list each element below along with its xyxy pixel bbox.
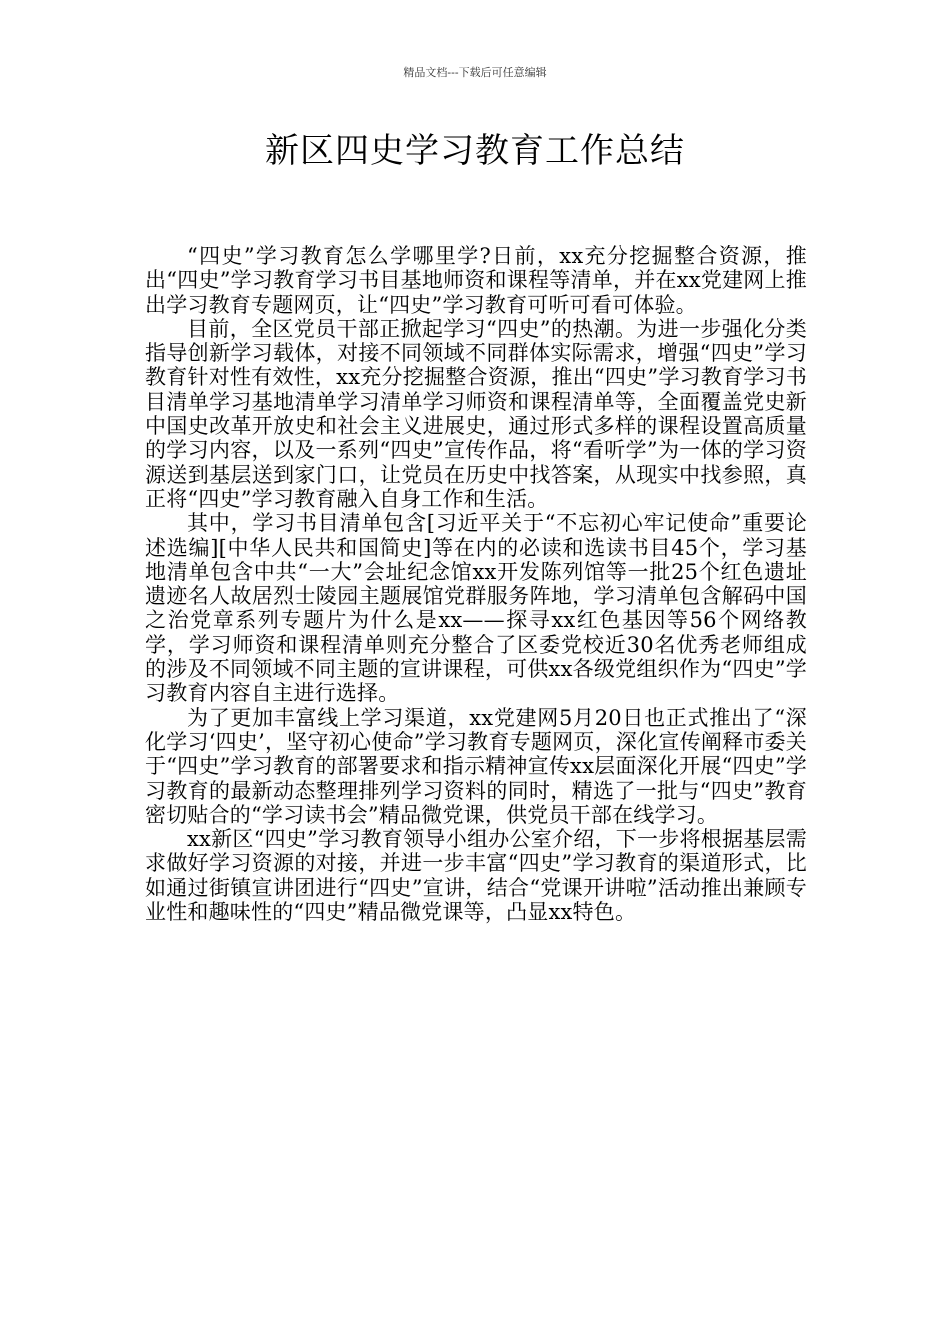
header-note: 精品文档---下载后可任意编辑 — [403, 66, 547, 79]
paragraph-3: 其中，学习书目清单包含[习近平关于“不忘初心牢记使命”重要论述选编][中华人民共和国简史]等在内的必读和选读书目45个，学习基地清单包含中共“一大”会址纪念馆xx开发陈列馆等一批25个红色遗址遗迹名人故居烈士陵园主题展馆党群服务阵地，学习清单包含解码中国之治党章系列专题片为什么是xx——探寻xx红色基因等56个网络教学，学习师资和课程清单则充分整合了区委党校近30名优秀老师组成的涉及不同领域不同主题的宣讲课程，可供xx各级党组织作为“四史”学习教育内容自主进行选择。 — [145, 511, 807, 706]
paragraph-2: 目前，全区党员干部正掀起学习“四史”的热潮。为进一步强化分类指导创新学习载体，对接不同领域不同群体实际需求，增强“四史”学习教育针对性有效性，xx充分挖掘整合资源，推出“四史”学习教育学习书目清单学习基地清单学习清单学习师资和课程清单等，全面覆盖党史新中国史改革开放史和社会主义进展史，通过形式多样的课程设置高质量的学习内容，以及一系列“四史”宣传作品，将“看听学”为一体的学习资源送到基层送到家门口，让党员在历史中找答案，从现实中找参照，真正将“四史”学习教育融入自身工作和生活。 — [145, 316, 807, 511]
paragraph-5: xx新区“四史”学习教育领导小组办公室介绍，下一步将根据基层需求做好学习资源的对接，并进一步丰富“四史”学习教育的渠道形式，比如通过街镇宣讲团进行“四史”宣讲，结合“党课开讲啦”活动推出兼顾专业性和趣味性的“四史”精品微党课等，凸显xx特色。 — [145, 827, 807, 925]
document-body — [145, 244, 807, 924]
paragraph-1: “四史”学习教育怎么学哪里学?日前，xx充分挖掘整合资源，推出“四史”学习教育学习书目基地师资和课程等清单，并在xx党建网上推出学习教育专题网页，让“四史”学习教育可听可看可体验。 — [145, 244, 807, 317]
paragraph-4: 为了更加丰富线上学习渠道，xx党建网5月20日也正式推出了“深化学习‘四史’，坚守初心使命”学习教育专题网页，深化宣传阐释市委关于“四史”学习教育的部署要求和指示精神宣传xx层面深化开展“四史”学习教育的最新动态整理排列学习资料的同时，精选了一批与“四史”教育密切贴合的“学习读书会”精品微党课，供党员干部在线学习。 — [145, 705, 807, 827]
document-title: 新区四史学习教育工作总结 — [265, 131, 685, 171]
